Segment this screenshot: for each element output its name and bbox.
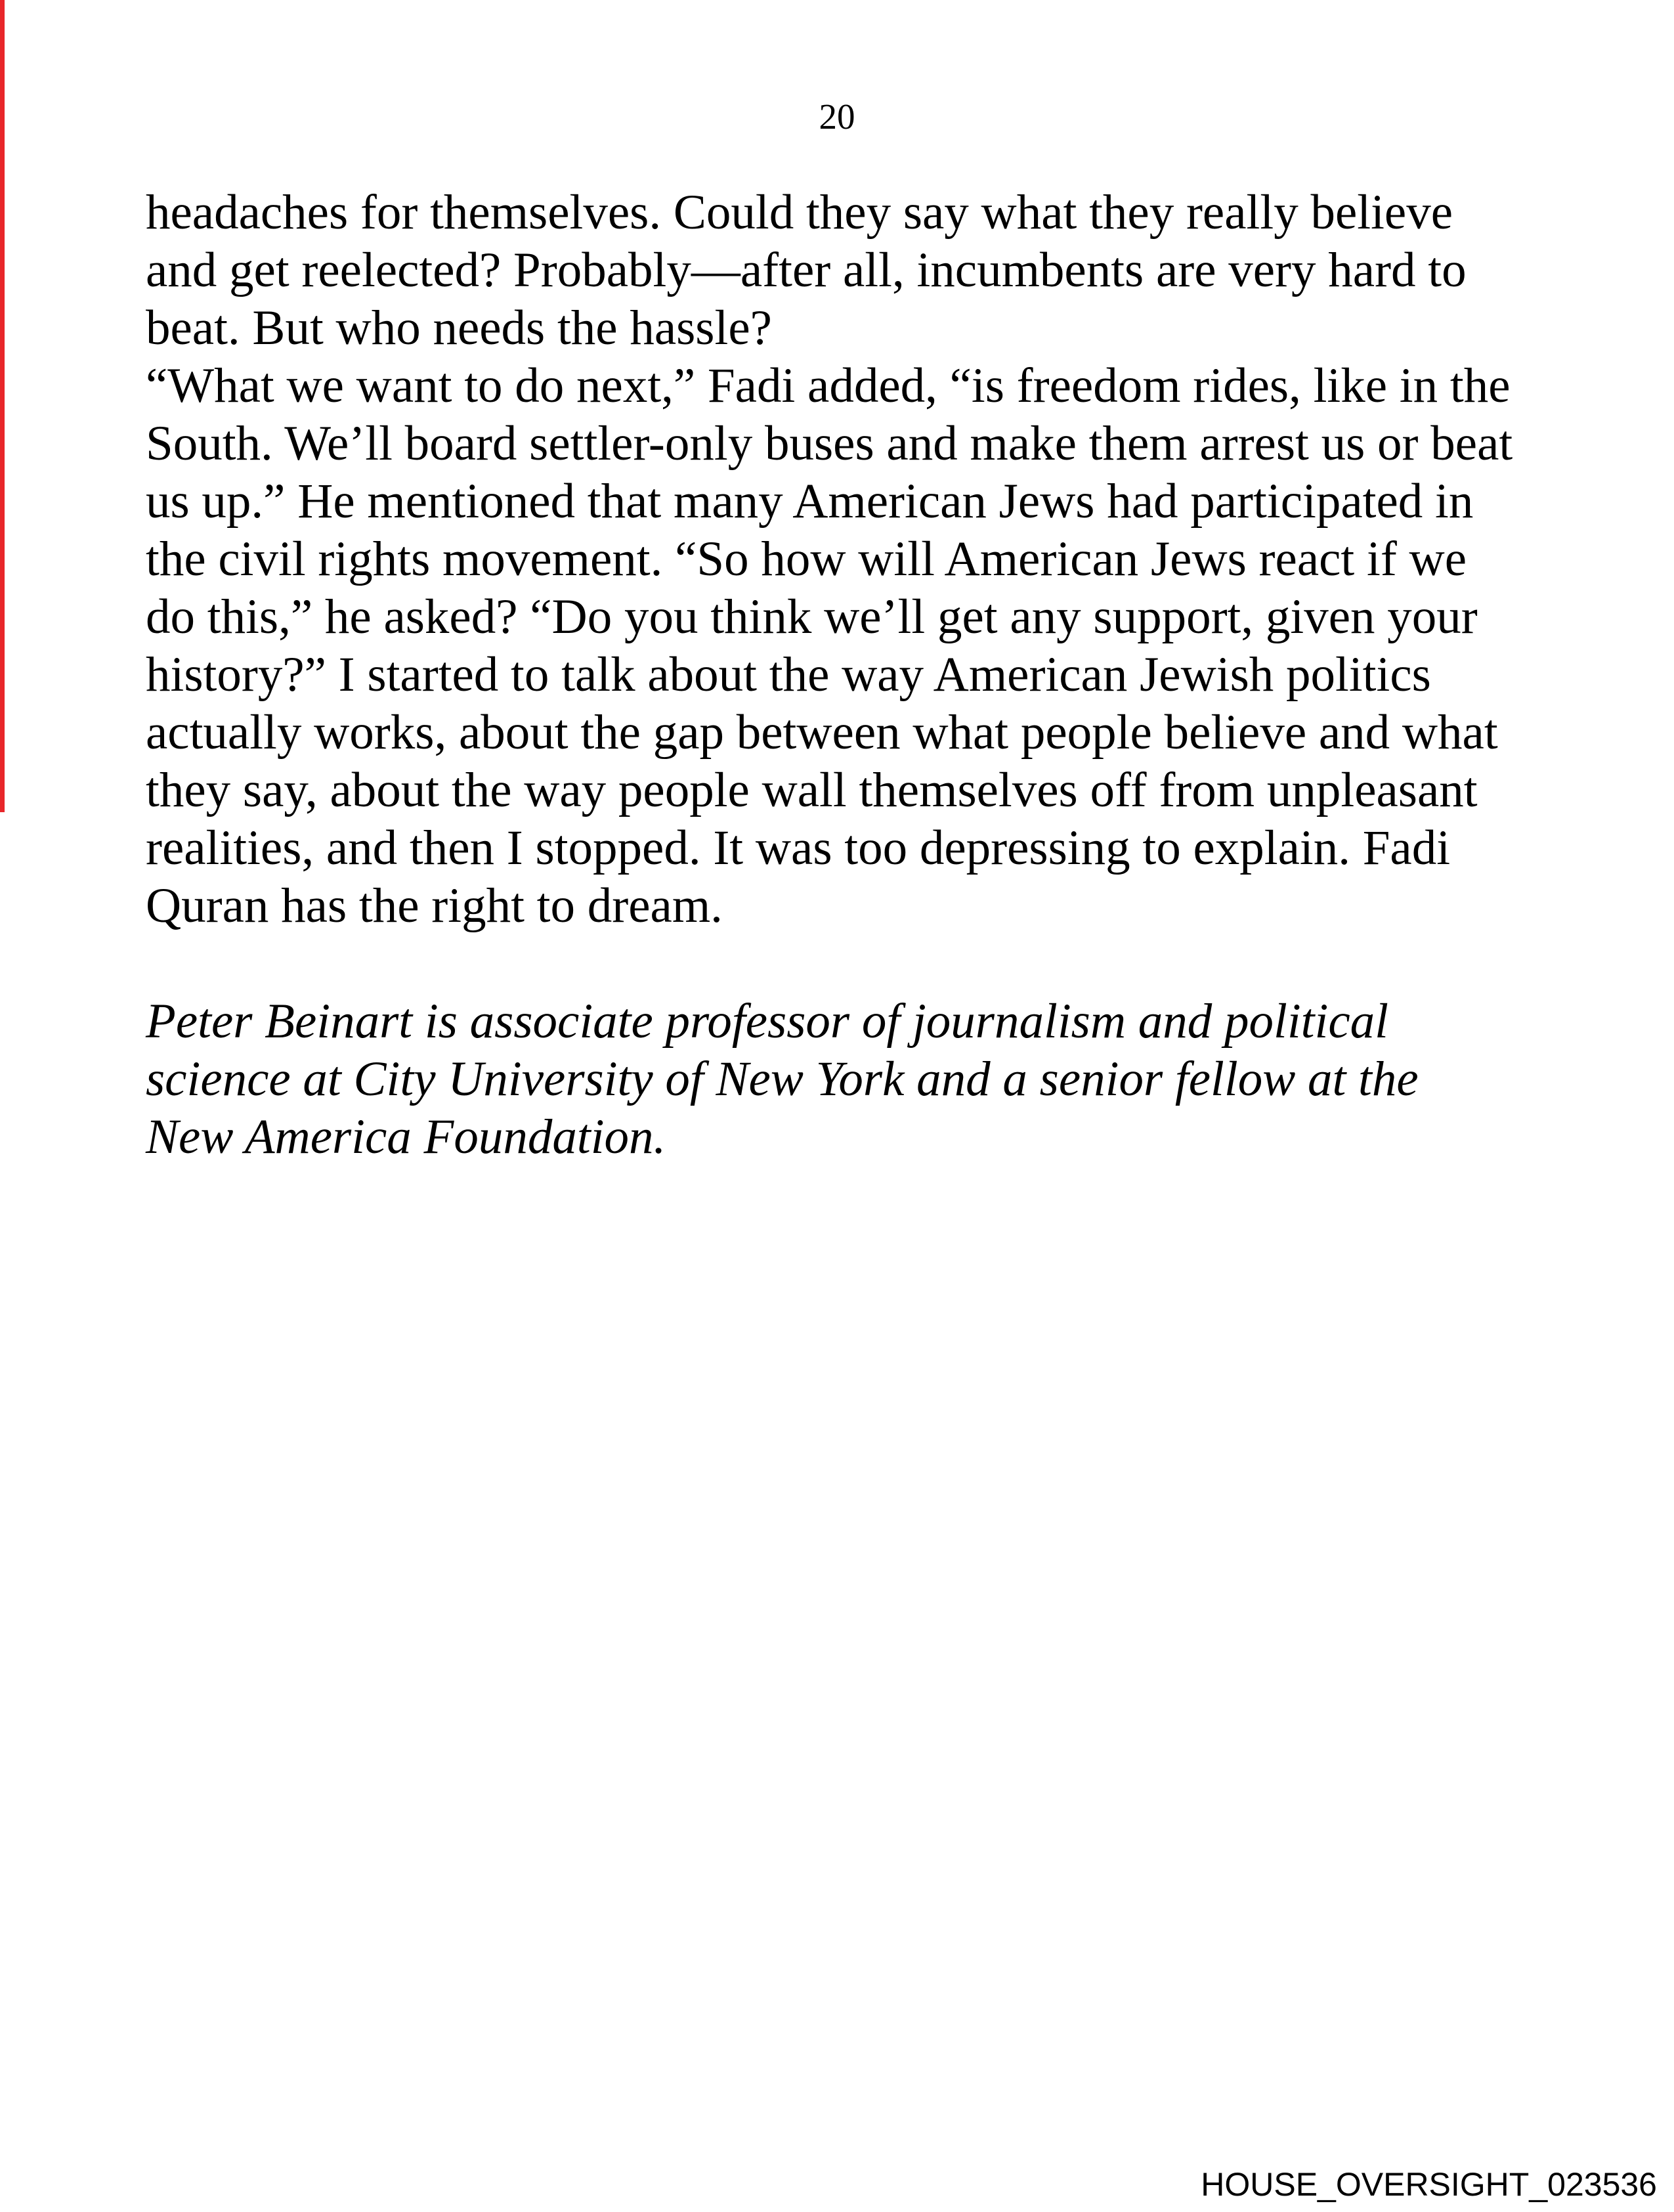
text-line: South. We’ll board settler-only buses and make them arrest us or beat <box>146 416 1513 471</box>
text-line: they say, about the way people wall themselves off from unpleasant <box>146 763 1478 817</box>
text-line: the civil rights movement. “So how will American Jews react if we <box>146 532 1467 586</box>
bates-stamp: HOUSE_OVERSIGHT_023536 <box>1201 2166 1657 2203</box>
text-line: us up.” He mentioned that many American Jews had participated in <box>146 474 1474 529</box>
body-text <box>146 184 1513 1166</box>
text-line: New America Foundation. <box>146 1110 666 1164</box>
text-line: actually works, about the gap between what people believe and what <box>146 705 1498 760</box>
text-line: headaches for themselves. Could they say what they really believe <box>146 185 1453 240</box>
text-line: Peter Beinart is associate professor of journalism and political <box>146 994 1388 1049</box>
text-line: science at City University of New York and a senior fellow at the <box>146 1052 1419 1106</box>
paragraph-1 <box>146 184 1513 357</box>
text-line: and get reelected? Probably—after all, incumbents are very hard to <box>146 243 1467 297</box>
text-line: history?” I started to talk about the way American Jewish politics <box>146 647 1431 702</box>
text-line: beat. But who needs the hassle? <box>146 301 772 355</box>
text-line: do this,” he asked? “Do you think we’ll get any support, given your <box>146 590 1478 644</box>
text-line: Quran has the right to dream. <box>146 878 723 933</box>
paragraph-2 <box>146 357 1513 935</box>
text-line: “What we want to do next,” Fadi added, “is freedom rides, like in the <box>146 358 1511 413</box>
author-bio <box>146 993 1513 1166</box>
page-number: 20 <box>819 97 855 137</box>
text-line: realities, and then I stopped. It was too depressing to explain. Fadi <box>146 821 1451 875</box>
